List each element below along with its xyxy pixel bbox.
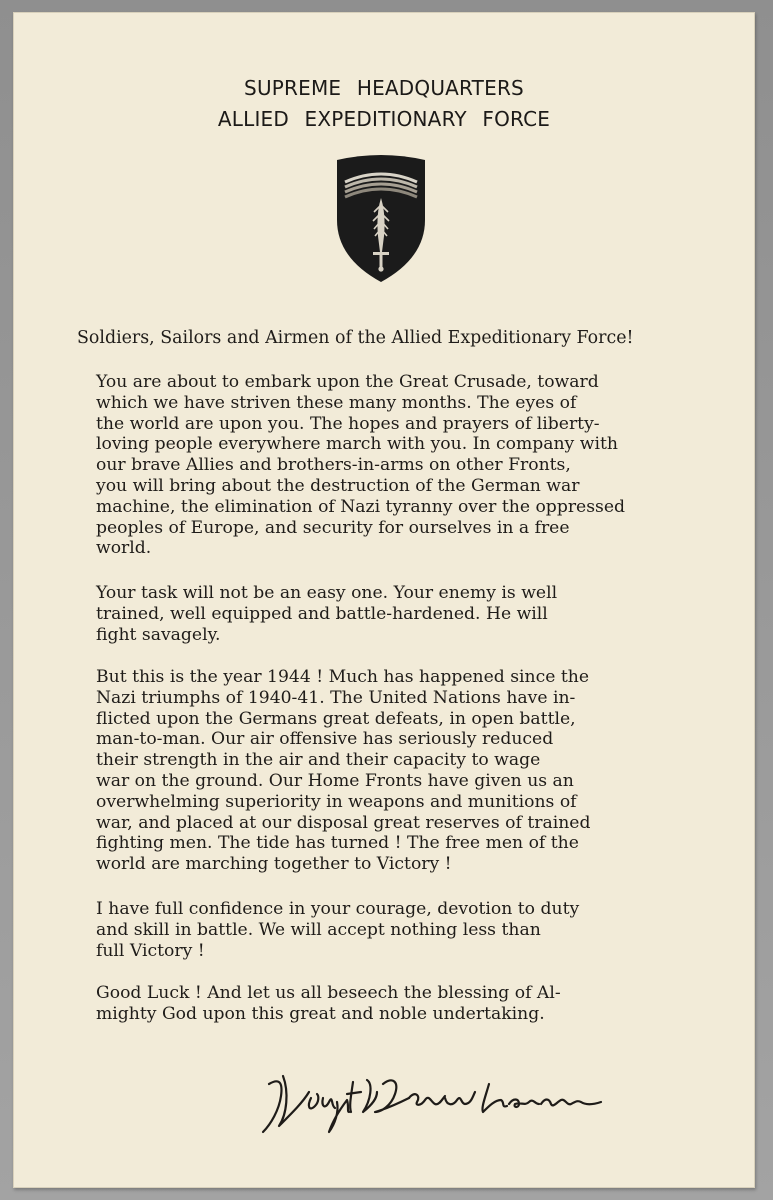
paragraph-line: loving people everywhere march with you. In company with	[96, 434, 618, 455]
paragraph-line: overwhelming superiority in weapons and munitions of	[96, 791, 577, 812]
paragraph-line: full Victory !	[96, 940, 205, 961]
paragraph-3	[96, 667, 656, 875]
paragraph-4	[96, 899, 656, 961]
paragraph-line: peoples of Europe, and security for ourselves in a free	[96, 517, 570, 538]
paragraph-line: you will bring about the destruction of the German war	[96, 475, 580, 496]
paragraph-line: flicted upon the Germans great defeats, in open battle,	[96, 708, 576, 729]
paragraph-line: our brave Allies and brothers-in-arms on other Fronts,	[96, 455, 571, 476]
paragraph-line: Good Luck ! And let us all beseech the blessing of Al-	[96, 983, 561, 1003]
paragraph-line: their strength in the air and their capacity to wage	[96, 750, 541, 771]
paragraph-line: the world are upon you. The hopes and prayers of liberty-	[96, 413, 600, 434]
header-line-2: ALLIED EXPEDITIONARY FORCE	[217, 107, 551, 131]
paragraph-line: You are about to embark upon the Great Crusade, toward	[96, 372, 599, 392]
paragraph-line: I have full confidence in your courage, devotion to duty	[96, 899, 580, 919]
paragraph-line: world.	[96, 538, 152, 559]
paragraph-line: and skill in battle. We will accept nothing less than	[96, 919, 541, 940]
paragraph-line: man-to-man. Our air offensive has seriously reduced	[96, 729, 554, 750]
header-line-1: SUPREME HEADQUARTERS	[244, 76, 524, 100]
paragraph-line: trained, well equipped and battle-hardened. He will	[96, 603, 548, 624]
paragraph-line: mighty God upon this great and noble undertaking.	[96, 1003, 545, 1024]
paragraph-line: world are marching together to Victory !	[96, 854, 452, 875]
shaef-shoulder-insignia-icon	[333, 154, 429, 284]
paragraph-line: war on the ground. Our Home Fronts have given us an	[96, 770, 574, 791]
paragraph-line: fight savagely.	[96, 624, 221, 645]
paragraph-line: fighting men. The tide has turned ! The free men of the	[96, 833, 579, 854]
paragraph-5	[96, 983, 656, 1025]
salutation: Soldiers, Sailors and Airmen of the Allied Expeditionary Force!	[77, 328, 634, 348]
paragraph-line: war, and placed at our disposal great reserves of trained	[96, 812, 591, 833]
paragraph-line: machine, the elimination of Nazi tyranny over the oppressed	[96, 496, 626, 517]
paragraph-2	[96, 583, 656, 645]
signature	[249, 1062, 609, 1142]
document-page	[13, 12, 755, 1188]
paragraph-line: Your task will not be an easy one. Your enemy is well	[96, 583, 558, 603]
paragraph-1	[96, 372, 656, 559]
paragraph-line: Nazi triumphs of 1940-41. The United Nations have in-	[96, 687, 576, 708]
paragraph-line: which we have striven these many months. The eyes of	[96, 392, 577, 413]
paragraph-line: But this is the year 1944 ! Much has happened since the	[96, 667, 590, 687]
